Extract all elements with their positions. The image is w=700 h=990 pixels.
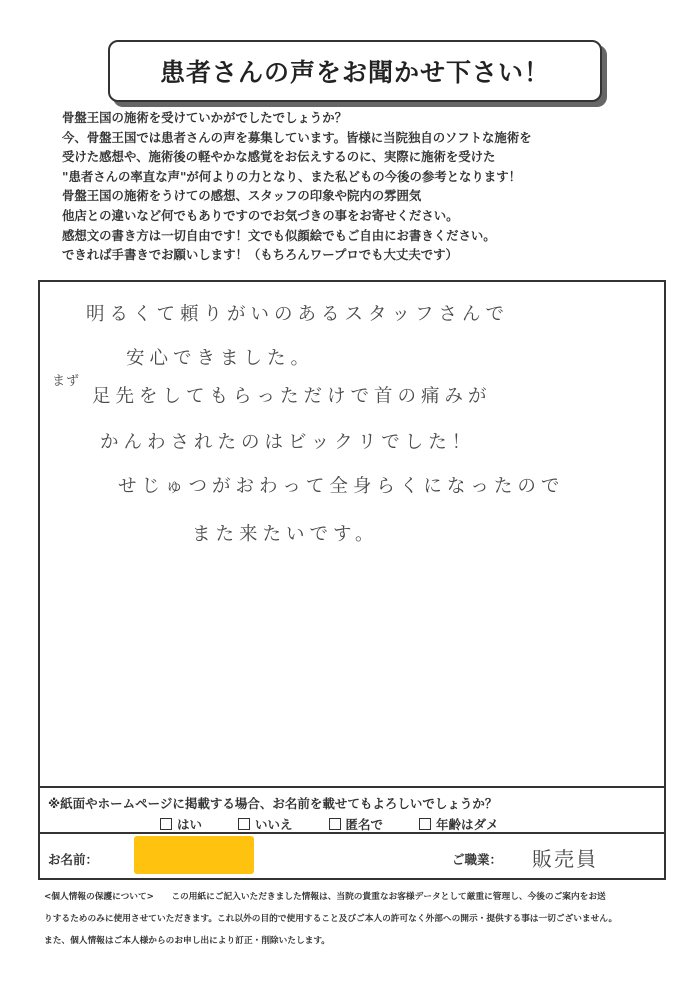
option-anonymous[interactable] <box>329 815 384 833</box>
intro-text <box>62 108 672 265</box>
option-label: はい <box>177 817 203 832</box>
name-row <box>40 834 664 878</box>
consent-question: ※紙面やホームページに掲載する場合、お名前を載せてもよろしいでしょうか？ <box>48 796 498 811</box>
option-no[interactable] <box>238 815 293 833</box>
checkbox[interactable] <box>329 818 341 830</box>
footer-line: また、個人情報はご本人様からのお申し出により訂正・削除いたします。 <box>44 936 330 946</box>
intro-line: 今、骨盤王国では患者さんの声を募集しています。皆様に当院独自のソフトな施術を <box>62 129 532 145</box>
footer-line: <個人情報の保護について> この用紙にご記入いただきました情報は、当院の貴重なお客様データとして厳重に管理し、今後のご案内をお送 <box>44 892 606 902</box>
checkbox[interactable] <box>419 818 431 830</box>
survey-sheet <box>38 280 666 880</box>
handwritten-line: 安心できました。 <box>126 348 315 369</box>
option-label: 年齢はダメ <box>436 817 499 832</box>
handwritten-line: かんわされたのはビックリでした！ <box>100 432 476 453</box>
option-label: いいえ <box>255 817 293 832</box>
intro-line: "患者さんの率直な声"が何よりの力となり、また私どもの今後の参考となります！ <box>62 168 521 184</box>
handwritten-line: 明るくて頼りがいのあるスタッフさんで <box>86 304 510 325</box>
page-title: 患者さんの声をお聞かせ下さい！ <box>159 58 550 87</box>
job-label: ご職業： <box>452 852 503 867</box>
handwritten-line: 足先をしてもらっただけで首の痛みが <box>92 386 492 407</box>
checkbox[interactable] <box>238 818 250 830</box>
consent-section <box>40 788 664 834</box>
intro-line: 他店との違いなど何でもありですのでお気づきの事をお寄せください。 <box>62 207 459 223</box>
intro-line: 感想文の書き方は一切自由です！文でも似顔絵でもご自由にお書きください。 <box>62 227 496 243</box>
option-no-age[interactable] <box>419 815 499 833</box>
job-value[interactable]: 販売員 <box>532 847 598 871</box>
handwritten-line: また来たいです。 <box>192 524 379 545</box>
handwritten-line: せじゅつがおわって全身らくになったので <box>118 476 565 497</box>
title-box <box>108 40 602 102</box>
handwritten-note: まず <box>52 374 81 389</box>
comment-area[interactable] <box>40 282 664 788</box>
intro-line: 受けた感想や、施術後の軽やかな感覚をお伝えするのに、実際に施術を受けた <box>62 149 496 165</box>
name-redaction[interactable] <box>134 836 254 874</box>
option-yes[interactable] <box>160 815 202 833</box>
consent-options <box>160 815 499 833</box>
intro-line: 骨盤王国の施術をうけての感想、スタッフの印象や院内の雰囲気 <box>62 188 422 204</box>
intro-line: 骨盤王国の施術を受けていかがでしたでしょうか？ <box>62 110 347 125</box>
footer-line: りするためのみに使用させていただきます。これ以外の目的で使用すること及びご本人の許可なく外部への開示・提供する事は一切ございません。 <box>44 914 618 924</box>
name-label: お名前： <box>48 852 99 867</box>
intro-line: できれば手書きでお願いします！（もちろんワープロでも大丈夫です） <box>62 247 458 263</box>
option-label: 匿名で <box>345 817 384 832</box>
checkbox[interactable] <box>160 818 172 830</box>
privacy-footer <box>44 886 664 952</box>
